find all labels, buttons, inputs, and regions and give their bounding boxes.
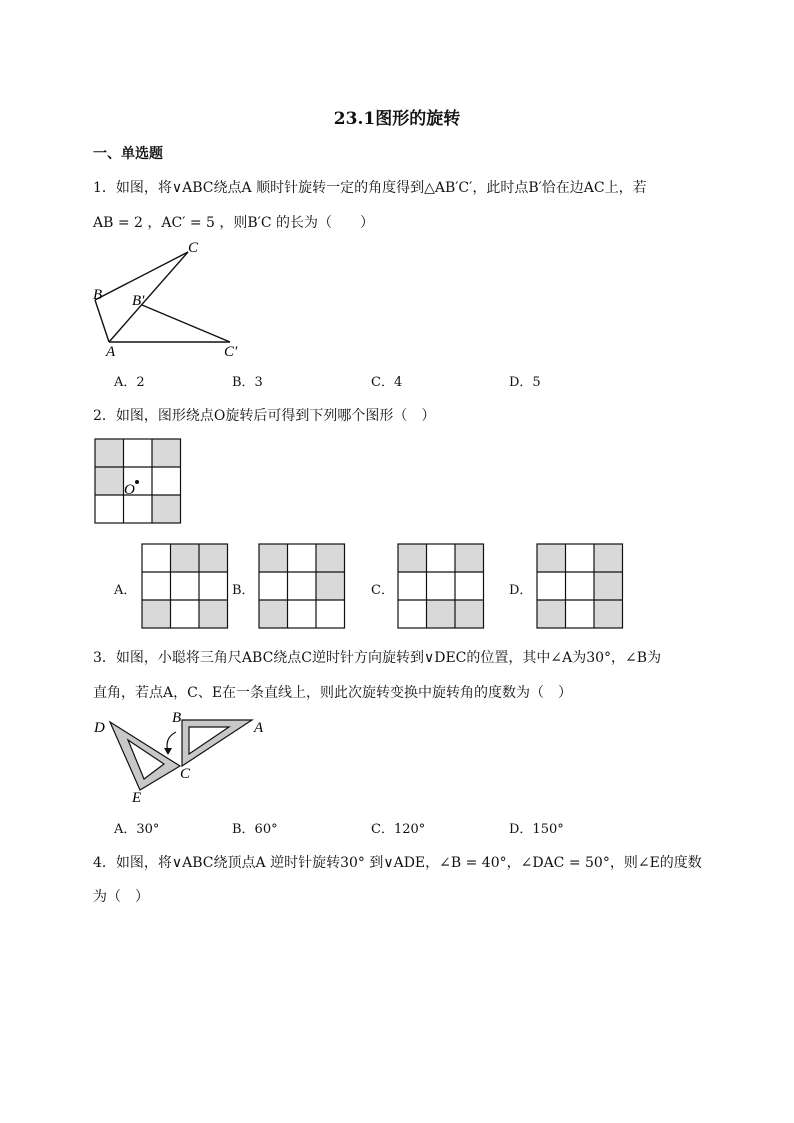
q3-label-B: B <box>172 710 182 726</box>
q4-text-line2: 为（ ） <box>93 889 149 905</box>
q1-label-Cp: C′ <box>224 344 238 360</box>
q1-option-b[interactable]: B．3 <box>232 375 263 390</box>
q1-text-line2: AB = 2 ，AC′ = 5 ，则B′C 的长为（ ） <box>93 215 375 231</box>
q2-option-c-grid[interactable] <box>397 543 485 629</box>
q3-option-a[interactable]: A．30° <box>114 822 160 837</box>
q1-label-C: C <box>188 240 199 256</box>
q2-option-c-label[interactable]: C． <box>371 583 394 598</box>
q1-segment-BpCp <box>142 305 230 342</box>
q3-label-C: C <box>180 766 191 782</box>
section-heading: 一、单选题 <box>93 146 163 162</box>
q3-set-square-dec <box>110 722 180 790</box>
q2-label-O: O <box>124 482 135 498</box>
q3-text-line2: 直角，若点A，C、E在一条直线上，则此次旋转变换中旋转角的度数为（ ） <box>93 685 573 701</box>
q3-option-d[interactable]: D．150° <box>509 822 564 837</box>
q1-label-Bp: B′ <box>132 293 145 309</box>
q1-label-B: B <box>93 287 103 303</box>
page-title: 23.1图形的旋转 <box>333 109 461 129</box>
q3-option-c[interactable]: C．120° <box>371 822 426 837</box>
q1-option-a[interactable]: A．2 <box>114 375 145 390</box>
q2-main-grid <box>94 438 184 526</box>
q2-option-b-label[interactable]: B． <box>232 583 255 598</box>
q2-main-cell-shaded <box>152 495 181 523</box>
q3-label-A: A <box>254 720 264 736</box>
q2-option-a-label[interactable]: A． <box>114 583 137 598</box>
q1-figure <box>85 238 255 360</box>
q2-main-cell-shaded <box>95 467 124 495</box>
q1-text-line1: 1．如图，将∨ABC绕点A 顺时针旋转一定的角度得到△AB′C′，此时点B′恰在边AC上，若 <box>93 180 647 196</box>
q1-segment-AB <box>95 300 109 342</box>
q3-arrow-head-icon <box>164 748 172 755</box>
q1-option-d[interactable]: D．5 <box>509 375 541 390</box>
q2-option-b-grid[interactable] <box>258 543 346 629</box>
q2-text-line1: 2．如图，图形绕点O旋转后可得到下列哪个图形（ ） <box>93 408 436 424</box>
q1-label-A: A <box>106 344 116 360</box>
q3-text-line1: 3．如图，小聪将三角尺ABC绕点C逆时针方向旋转到∨DEC的位置，其中∠A为30°，∠B为 <box>93 650 662 666</box>
q1-segment-AC <box>109 252 188 342</box>
q3-set-square-abc <box>182 720 252 766</box>
q4-text-line1: 4．如图，将∨ABC绕顶点A 逆时针旋转30° 到∨ADE，∠B = 40°，∠DAC = 50°，则∠E的度数 <box>93 855 702 871</box>
q2-main-cell-shaded <box>152 439 181 467</box>
q3-option-b[interactable]: B．60° <box>232 822 278 837</box>
q3-label-D: D <box>94 720 105 736</box>
q2-center-point <box>135 480 139 484</box>
q3-figure <box>90 708 270 808</box>
q2-option-d-label[interactable]: D． <box>509 583 533 598</box>
q3-label-E: E <box>132 790 142 806</box>
q1-option-c[interactable]: C．4 <box>371 375 403 390</box>
q2-option-d-grid[interactable] <box>536 543 624 629</box>
q2-main-cell-shaded <box>95 439 124 467</box>
q2-option-a-grid[interactable] <box>141 543 229 629</box>
